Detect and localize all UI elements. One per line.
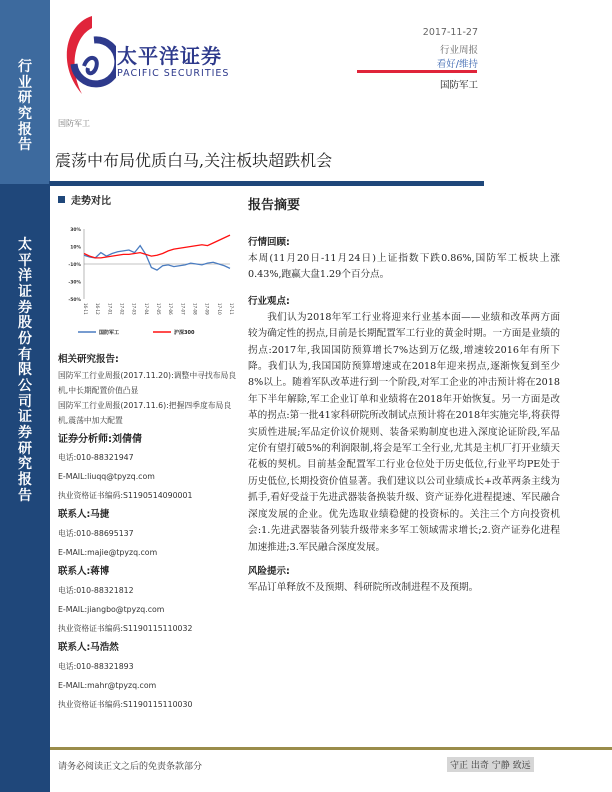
contact-phone: 电话:010-88695137: [58, 529, 134, 538]
contact-email[interactable]: E-MAIL:mahr@tpyzq.com: [58, 681, 157, 690]
x-tick-label: 17-08: [192, 303, 198, 315]
brand-name-en: PACIFIC SECURITIES: [117, 68, 230, 79]
category-label: 国防军工: [58, 119, 90, 128]
risk-text: 军品订单释放不及预期、科研院所改制进程不及预期。: [248, 581, 479, 593]
sidebar-top-label: 行 业 研 究 报 告: [18, 59, 32, 154]
legend-label: 国防军工: [99, 330, 120, 336]
related-item[interactable]: 国防军工行业周报(2017.11.6):把握四季度布局良机,震荡中加大配置: [58, 401, 232, 425]
report-type: 行业周报: [439, 45, 478, 56]
contact-email[interactable]: E-MAIL:majie@tpyzq.com: [58, 548, 158, 557]
contact-cert: 执业资格证书编码:S1190115110030: [58, 700, 193, 709]
rating: 看好/维持: [436, 59, 478, 70]
review-heading: 行情回顾:: [248, 237, 290, 248]
divider: [357, 70, 477, 73]
series-line-hs300: [84, 235, 230, 258]
y-tick-label: -10%: [68, 263, 81, 268]
risk-heading: 风险提示:: [248, 565, 290, 577]
footer-divider: [50, 747, 612, 750]
contact-email[interactable]: E-MAIL:jiangbo@tpyzq.com: [58, 605, 165, 614]
page-title: 震荡中布局优质白马,关注板块超跌机会: [55, 151, 333, 170]
x-tick-label: 17-03: [131, 303, 137, 315]
summary-heading: 报告摘要: [248, 198, 301, 213]
brand-name: 太平洋证券: [117, 44, 222, 68]
x-tick-label: 17-01: [107, 303, 113, 315]
report-date: 2017-11-27: [422, 27, 478, 38]
pacific-securities-logo: [60, 14, 116, 102]
view-text: 我们认为2018年军工行业将迎来行业基本面——业绩和改革两方面较为确定性的拐点,目前是长期配置军工行业的黄金时期。一方面是业绩的拐点:2017年,我国国防预算增长7%达到万亿级,增速较2016年有所下降。我们认为,我国国防预算增速或在2018年迎来拐点,逐渐恢复到至少8%以上。随着军队改革进行到一个阶段,对军工企业的冲击预计将在2018年下半年解除,军工企业订单和业绩将在2018年开始恢复。另一方面是改革的拐点:第一批41家科研院所改制试点预计将在2018年实施完毕,将获得实质性进展;军品定价议价规则、装备采购制度也进入深度论证阶段,军品定价有望打破5%的利润限制,将会是军工全行业,尤其是主机厂打开业绩天花板的契机。目前基金配置军工行业仓位处于历史低位,行业平均PE处于历史低位,长期投资价值显著。我们建议以公司业绩成长+改革两条主线为抓手,看好受益于先进武器装备换装升级、资产证券化进程提速、军民融合深度发展的企业。优先选取业绩稳健的投资标的。关注三个方向投资机会:1.先进武器装备列装升级带来多军工领域需求增长;2.资产证券化进程加速推进;3.军民融合深度发展。: [248, 311, 560, 553]
bullet-icon: [58, 196, 65, 203]
x-tick-label: 17-04: [143, 303, 149, 315]
series-line-defense: [84, 246, 230, 271]
view-heading: 行业观点:: [248, 295, 290, 307]
summary-column: [248, 194, 560, 596]
contact-cert: 执业资格证书编码:S1190115110032: [58, 624, 193, 633]
x-tick-label: 17-09: [204, 303, 210, 315]
y-tick-label: -50%: [68, 298, 81, 303]
y-tick-label: 10%: [70, 245, 81, 251]
x-tick-label: 16-12: [95, 303, 101, 315]
related-heading: 相关研究报告:: [58, 354, 119, 365]
motto: 守正 出奇 宁静 致远: [447, 757, 534, 772]
divider: [49, 181, 484, 186]
trend-heading: [58, 192, 240, 207]
x-tick-label: 17-11: [229, 303, 234, 315]
x-tick-label: 17-06: [168, 303, 174, 315]
industry: 国防军工: [439, 80, 478, 91]
contact-name: 联系人:蒋博: [58, 566, 110, 577]
contact-phone: 电话:010-88321812: [58, 586, 134, 595]
analyst-phone: 电话:010-88321947: [58, 453, 134, 462]
y-tick-label: -30%: [68, 280, 81, 286]
trend-chart: [58, 207, 240, 342]
legend-label: 沪深300: [174, 330, 195, 336]
analyst-name: 证券分析师:刘倩倩: [58, 434, 142, 445]
y-tick-label: 30%: [70, 228, 81, 233]
x-tick-label: 16-11: [83, 303, 88, 315]
x-tick-label: 17-07: [180, 303, 186, 315]
contact-name: 联系人:马浩然: [58, 642, 119, 653]
contact-name: 联系人:马捷: [58, 509, 110, 520]
x-tick-label: 17-10: [216, 303, 222, 315]
trend-heading-text: 走势对比: [71, 196, 111, 207]
analyst-cert: 执业资格证书编码:S1190514090001: [58, 491, 193, 500]
analyst-email[interactable]: E-MAIL:liuqq@tpyzq.com: [58, 472, 155, 481]
x-tick-label: 17-05: [156, 303, 161, 315]
contact-phone: 电话:010-88321893: [58, 662, 134, 671]
review-text: 本周(11月20日-11月24日)上证指数下跌0.86%,国防军工板块上涨0.43%,跑赢大盘1.29个百分点。: [248, 253, 560, 281]
sidebar-bottom-label: 太 平 洋 证 券 股 份 有 限 公 司 证 券 研 究 报 告: [18, 237, 32, 504]
left-column: [58, 192, 240, 714]
related-item[interactable]: 国防军工行业周报(2017.11.20):调整中寻找布局良机,中长期配置价值凸显: [58, 371, 237, 395]
x-tick-label: 17-02: [119, 303, 125, 315]
disclaimer-note: 请务必阅读正文之后的免责条款部分: [58, 762, 203, 772]
